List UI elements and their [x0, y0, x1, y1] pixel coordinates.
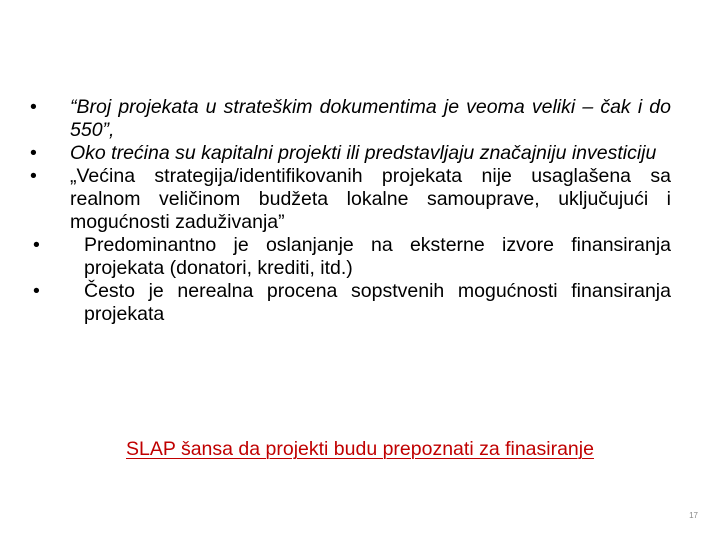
bullet-marker: • — [30, 165, 37, 187]
bullet-item — [30, 96, 671, 142]
slap-link[interactable] — [0, 437, 720, 461]
bullet-item — [30, 165, 671, 234]
bullet-text: Predominantno je oslanjanje na eksterne izvore finansiranja projekata (donatori, krediti, itd.) — [84, 234, 671, 279]
bullet-item — [30, 142, 671, 165]
bullet-item — [30, 280, 671, 326]
slide-number: 17 — [689, 511, 698, 520]
bullet-text: „Većina strategija/identifikovanih projekata nije usaglašena sa realnom veličinom budžeta lokalne samouprave, uključujući i mogućnosti zaduživanja” — [70, 165, 671, 233]
bullet-marker: • — [33, 234, 40, 256]
bullet-list — [30, 96, 671, 326]
slap-link-text[interactable]: SLAP šansa da projekti budu prepoznati za finasiranje — [126, 438, 594, 460]
bullet-text: Često je nerealna procena sopstvenih mogućnosti finansiranja projekata — [84, 280, 671, 325]
bullet-marker: • — [33, 280, 40, 302]
bullet-text: “Broj projekata u strateškim dokumentima je veoma veliki – čak i do 550”, — [70, 96, 671, 141]
bullet-marker: • — [30, 96, 37, 118]
bullet-text: Oko trećina su kapitalni projekti ili predstavljaju značajniju investiciju — [70, 142, 657, 164]
bullet-item — [30, 234, 671, 280]
bullet-marker: • — [30, 142, 37, 164]
